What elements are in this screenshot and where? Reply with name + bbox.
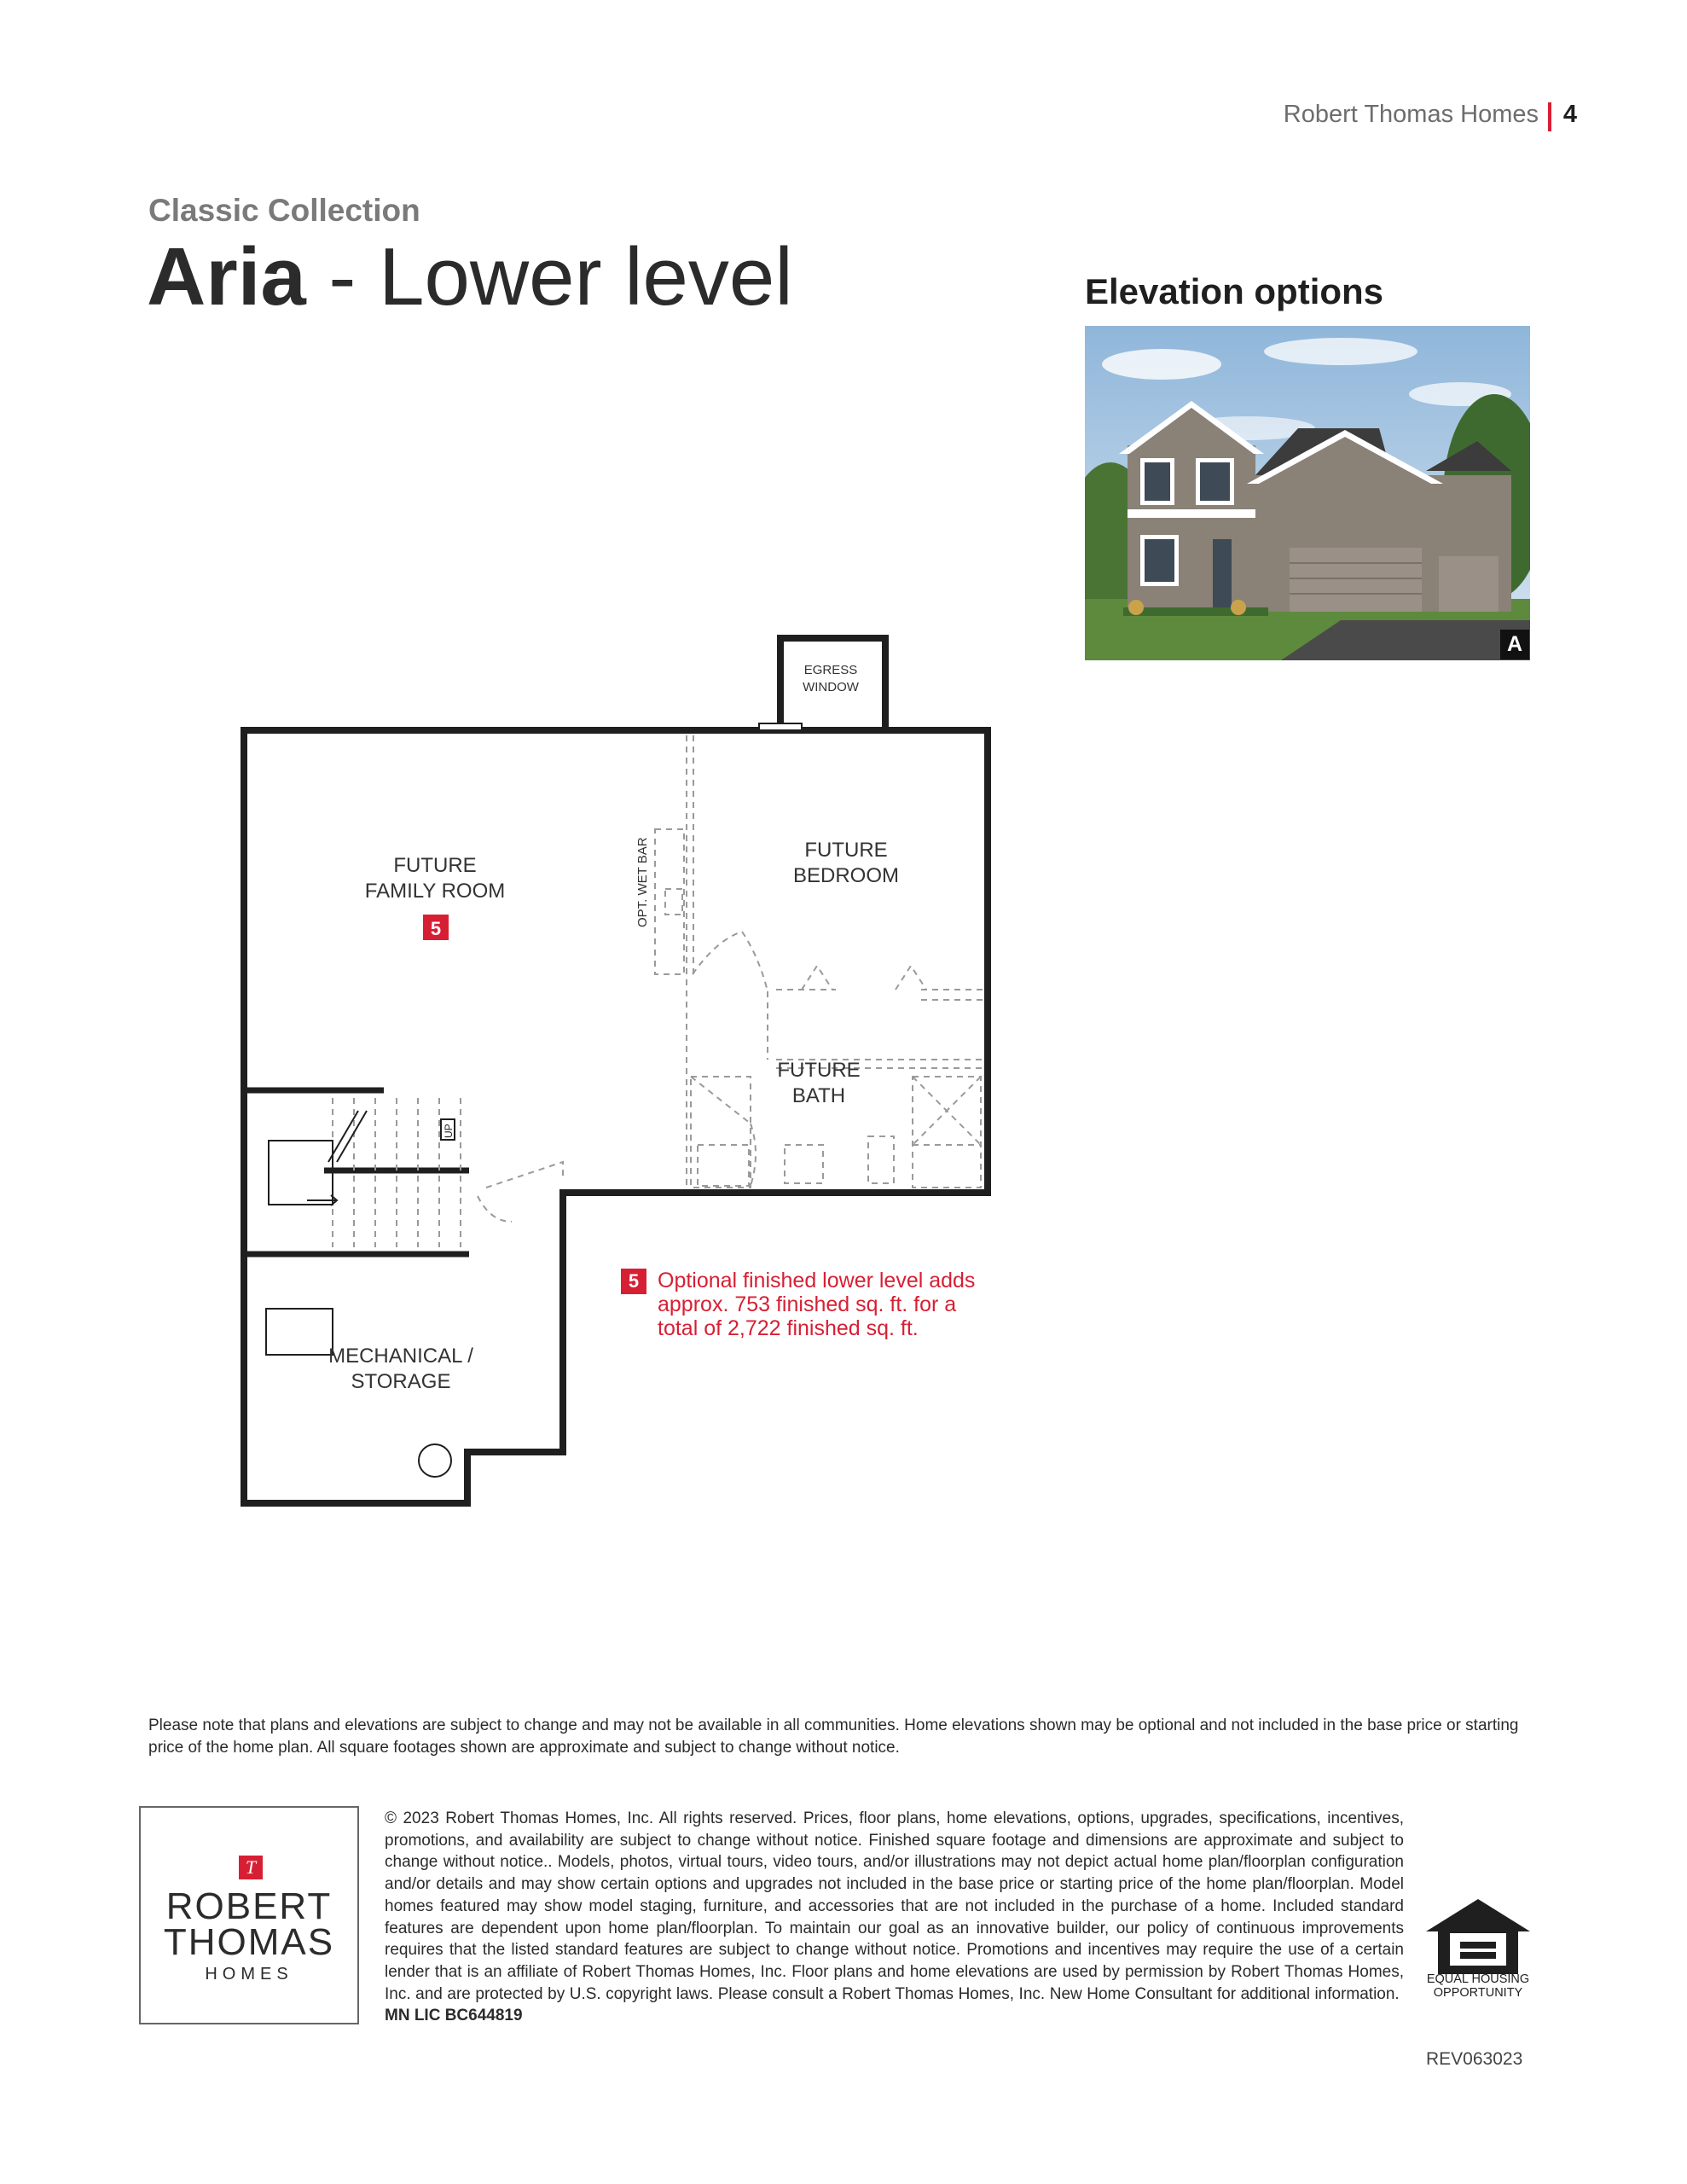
plan-name: Aria — [147, 231, 306, 322]
bath-label-2: BATH — [791, 1084, 846, 1107]
disclaimer: Please note that plans and elevations are subject to change and may not be available in all communities. Home elevations shown may be optional and not included in the base price or starting price of the home plan. All square footages shown are approximate and subject to change without notice. — [148, 1716, 1519, 1757]
level-name: - Lower level — [305, 231, 793, 322]
optional-note: Optional finished lower level adds approx. 753 finished sq. ft. for a total of 2,722 finished sq. ft. — [658, 1269, 976, 1340]
elevation-image — [1085, 326, 1530, 660]
family-room-label-2: FAMILY ROOM — [364, 880, 506, 903]
mechanical-label-2: STORAGE — [351, 1370, 451, 1393]
logo-mark-icon: T — [239, 1856, 263, 1879]
header-divider — [1548, 102, 1551, 131]
stair-up-label: UP — [443, 1124, 455, 1138]
egress-label-1: EGRESS — [803, 663, 858, 677]
legal-text — [385, 1808, 1404, 2027]
logo-line-3: HOMES — [205, 1965, 293, 1984]
legal-body: © 2023 Robert Thomas Homes, Inc. All rights reserved. Prices, floor plans, home elevations, options, upgrades, specifications, incentives, promotions, and availability are subject to change without notice. Finished square footage and dimensions are approximate and subject to change without notice.. Models, photos, virtual tours, video tours, and/or illustrations may not depict actual home plan/floorplan configuration and/or details and may show certain options and upgrades not included in the base price or starting price of the home plan/floorplan. Model homes featured may show model staging, furniture, and accessories that are not included in the purchase of a home. Included standard features are dependent upon home plan/floorplan. To maintain our goal as an innovative builder, our policy of continuous improvements requires that the listed standard features are subject to change without notice. Promotions and incentives may require the use of a certain lender that is an affiliate of Robert Thomas Homes, Inc. Floor plans and home elevations are used by permission by Robert Thomas Homes, Inc. and are protected by U.S. copyright laws. Please consult a Robert Thomas Homes, Inc. New Home Consultant for additional information. — [385, 1809, 1404, 2003]
logo-line-1: ROBERT — [165, 1885, 333, 1927]
family-room-marker: 5 — [430, 918, 442, 939]
equal-housing-line-2: OPPORTUNITY — [1433, 1986, 1523, 2000]
license-number: MN LIC BC644819 — [385, 2007, 523, 2025]
elevation-heading: Elevation options — [1085, 271, 1384, 311]
bedroom-label-2: BEDROOM — [792, 864, 900, 887]
page-number: 4 — [1562, 101, 1577, 128]
note-marker: 5 — [621, 1269, 646, 1294]
page-title — [147, 230, 793, 324]
company-logo — [139, 1806, 359, 2024]
collection-name: Classic Collection — [148, 193, 420, 228]
header-brand: Robert Thomas Homes — [1283, 101, 1539, 128]
equal-housing-line-1: EQUAL HOUSING — [1426, 1972, 1530, 1986]
bedroom-label-1: FUTURE — [804, 839, 888, 862]
family-room-label-1: FUTURE — [393, 854, 477, 877]
wet-bar-label: OPT. WET BAR — [635, 837, 650, 927]
bath-label-1: FUTURE — [777, 1059, 861, 1082]
elevation-badge: A — [1500, 630, 1529, 659]
egress-label-2: WINDOW — [803, 680, 859, 694]
equal-housing-text — [1416, 1972, 1540, 2000]
logo-line-2: THOMAS — [163, 1921, 335, 1963]
floor-plan — [239, 633, 998, 1517]
mechanical-label-1: MECHANICAL / — [328, 1345, 473, 1368]
revision-code: REV063023 — [1426, 2049, 1523, 2069]
